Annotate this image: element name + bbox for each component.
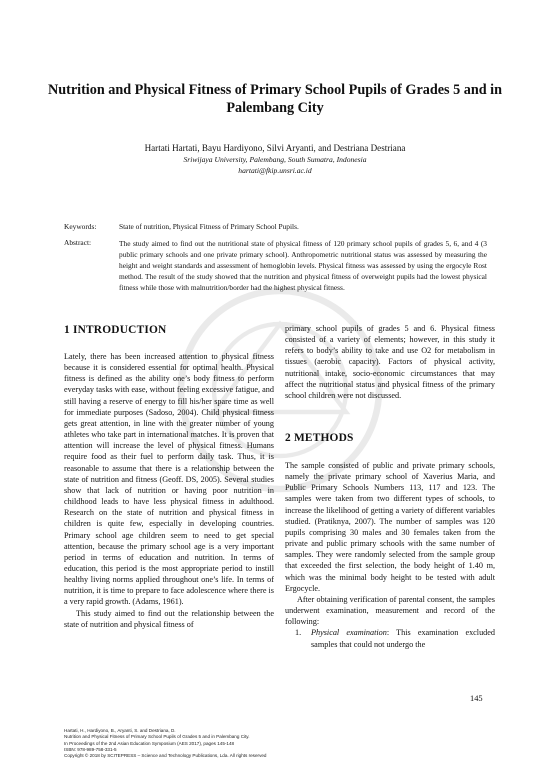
affiliation: Sriwijaya University, Palembang, South Sumatra, Indonesia [183,155,367,164]
list-item [285,627,495,649]
abstract-text: The study aimed to find out the nutritional state of physical fitness of 120 primary school pupils of grades 5, 6, and 4 (3 public primary schools and one private primary school). Anthropometric nutritional status was assessed by measuring the height and weight standards and assessment of hemoglobin levels. Physical fitness was assessed by using the ergocyle Rost method. The result of the study showed that the nutrition and physical fitness of overweight pupils had the lowest physical fitness while those with malnutrition/border had the highest physical fitness. [119,239,487,293]
right-column-methods [285,460,495,650]
methods-paragraph-2: After obtaining verification of parental consent, the samples underwent examination, measurement and record of the following: [285,594,495,627]
section-heading-introduction: 1 INTRODUCTION [64,324,167,336]
page-number: 145 [470,694,483,703]
intro-paragraph-2: This study aimed to find out the relationship between the state of nutrition and physical fitness of [64,608,274,629]
intro-paragraph-1: Lately, there has been increased attention to physical fitness because it is considered essential for optimal health. Physical fitness is defined as the ability one’s body fitness to perform everyday tasks with ease, without feeling excessive fatigue, and still having a reserve of energy to fill his/her spare time as well for immediate purposes (Sadoso, 2004). Child physical fitness gets great attention, in line with the greater number of young athletes who take part in international matches. It is proven that attention will increase the level of physical fitness. Humans require food as their fuel to perform daily task. Thus, it is reasonable to assume that there is a relationship between the state of nutrition and fitness (Geoff. DS, 2005). Several studies show that lack of nutrition or having poor nutrition in childhood leads to have less physical fitness in adulthood. Research on the state of nutrition and physical fitness in children is quite few, especially in developing countries. Primary school age children seem to need to get special attention, because the primary school age is a very important period in terms of education and nutrition. In terms of education, this period is the most appropriate period to instill healthy living norms applied throughout one’s life. In terms of nutrition, it is time to prepare to face adolescence where there is a very rapid growth. (Adams, 1961). [64,352,274,607]
footer-line: ISBN: 978-989-758-331-5 [64,746,117,752]
footer-line: In Proceedings of the 2nd Asian Education Symposium (AES 2017), pages 145-148 [64,740,235,746]
list-item-number: 1. [295,628,302,638]
section-heading-methods: 2 METHODS [285,432,354,444]
author-email[interactable]: hartati@fkip.unsri.ac.id [238,166,312,175]
methods-paragraph-1: The sample consisted of public and private primary schools, namely the private primary school of Xaverius Maria, and Public Primary Schools Numbers 113, 117 and 123. The samples were taken from two different types of schools, to increase the likelihood of getting a variety of different variables studied. (Pratiknya, 2007). The number of samples was 120 pupils comprising 30 males and 30 females taken from the private and public primary schools with the same number of samples. They were randomly selected from the sample group that exceeded the first selection, the body height of 1.40 m, which was the minimal body height to be tested with adult Ergocycle. [285,461,495,593]
abstract-label: Abstract: [64,238,92,247]
left-column [64,351,274,630]
list-item-emphasis: Physical examination [311,628,387,638]
keywords-label: Keywords: [64,222,97,231]
footer-line: Nutrition and Physical Fitness of Primary School Pupils of Grades 5 and in Palembang City. [64,734,250,740]
footer-line: Copyright © 2018 by SCITEPRESS – Science and Technology Publications, Lda. All rights reserved [64,753,267,759]
footer-line: Hartati, H., Hardiyono, B., Aryanti, S. and Destriana, D. [64,728,176,733]
paper-title: Nutrition and Physical Fitness of Primary School Pupils of Grades 5 and in Palembang City [47,82,503,116]
list-item-text: : This examination excluded samples that could not undergo the [311,628,495,649]
citation-footer [64,728,266,759]
keywords-text: State of nutrition, Physical Fitness of Primary School Pupils. [119,222,299,231]
right-column-top [285,323,495,401]
intro-paragraph-continued: primary school pupils of grades 5 and 6. Physical fitness consisted of a variety of elements; however, in this study it refers to body’s ability to take and use O2 for metabolism in tissues (aerobic capacity). Factors of physical activity, nutritional intake, socio-economic circumstances that may affect the nutritional status and physical fitness of the primary school children were not discussed. [285,324,495,400]
author-list: Hartati Hartati, Bayu Hardiyono, Silvi Aryanti, and Destriana Destriana [144,143,406,153]
